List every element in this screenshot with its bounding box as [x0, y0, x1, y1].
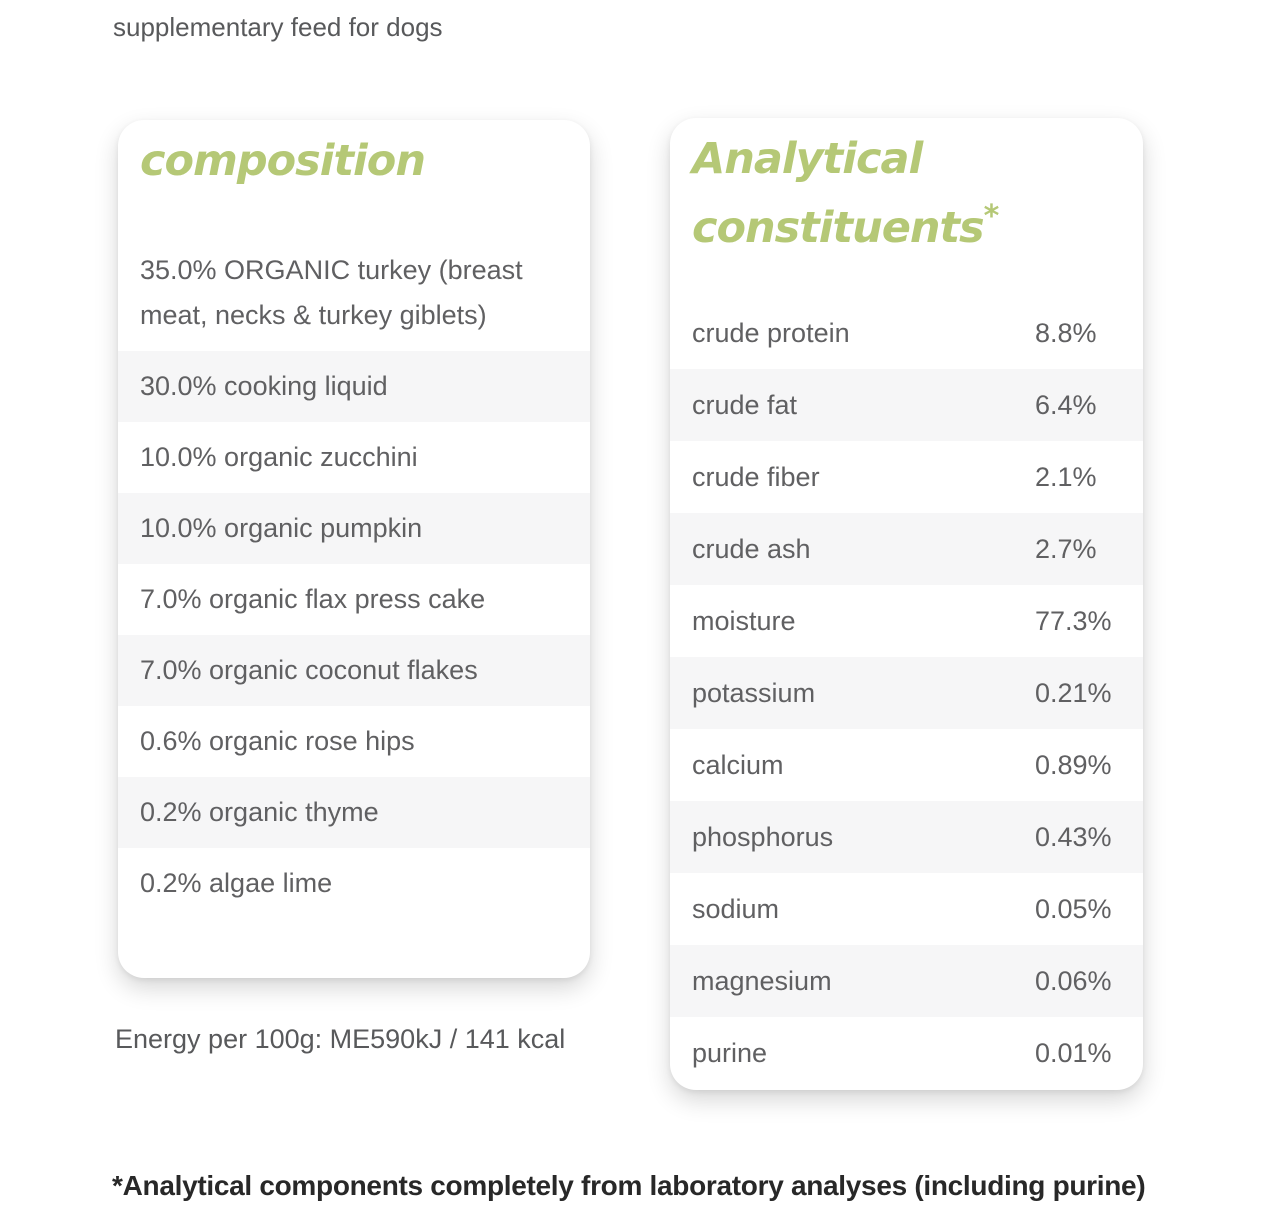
- analytical-label: crude fat: [692, 389, 798, 420]
- analytical-row: [670, 801, 1143, 873]
- analytical-label: purine: [692, 1037, 768, 1068]
- composition-item: 7.0% organic coconut flakes: [118, 635, 590, 706]
- analytical-row: [670, 297, 1143, 369]
- analytical-row: [670, 585, 1143, 657]
- analytical-value: 0.21%: [1035, 677, 1112, 708]
- analytical-value: 0.05%: [1035, 893, 1112, 924]
- analytical-value: 77.3%: [1035, 605, 1112, 636]
- analytical-value: 0.89%: [1035, 749, 1112, 780]
- analytical-label: crude protein: [692, 317, 850, 348]
- composition-item: 0.2% organic thyme: [118, 777, 590, 848]
- composition-item: 7.0% organic flax press cake: [140, 584, 486, 614]
- analytical-label: magnesium: [692, 965, 832, 996]
- analytical-title-text: Analytical constituents: [692, 134, 984, 253]
- analytical-label: crude fiber: [692, 461, 820, 492]
- composition-list: [118, 235, 590, 919]
- analytical-table: [670, 297, 1143, 1089]
- composition-title: composition: [140, 136, 425, 186]
- analytical-row: [670, 873, 1143, 945]
- analytical-row: [670, 1017, 1143, 1089]
- analytical-value: 6.4%: [1035, 389, 1097, 420]
- analytical-row: [670, 441, 1143, 513]
- analytical-row: [670, 513, 1143, 585]
- analytical-label: crude ash: [692, 533, 811, 564]
- analytical-label: moisture: [692, 605, 796, 636]
- analysis-footnote: *Analytical components completely from laboratory analyses (including purine): [112, 1170, 1146, 1201]
- analytical-value: 0.43%: [1035, 821, 1112, 852]
- analytical-row: [670, 729, 1143, 801]
- footnote-asterisk: *: [983, 199, 1000, 234]
- analytical-card: [670, 118, 1143, 1090]
- composition-item: 35.0% ORGANIC turkey (breast meat, necks & turkey giblets): [140, 255, 523, 330]
- energy-note: Energy per 100g: ME590kJ / 141 kcal: [115, 1024, 566, 1054]
- analytical-title: [692, 130, 1117, 257]
- analytical-label: sodium: [692, 893, 780, 924]
- analytical-label: potassium: [692, 677, 816, 708]
- composition-item: 0.6% organic rose hips: [140, 726, 415, 756]
- analytical-label: calcium: [692, 749, 784, 780]
- product-type-label: supplementary feed for dogs: [113, 12, 443, 42]
- analytical-value: 8.8%: [1035, 317, 1097, 348]
- composition-item: 0.2% algae lime: [140, 868, 333, 898]
- composition-card: [118, 120, 590, 978]
- analytical-row: [670, 945, 1143, 1017]
- analytical-row: [670, 369, 1143, 441]
- composition-item: 30.0% cooking liquid: [118, 351, 590, 422]
- composition-item: 10.0% organic zucchini: [140, 442, 418, 472]
- analytical-value: 2.7%: [1035, 533, 1097, 564]
- analytical-value: 0.01%: [1035, 1037, 1112, 1068]
- analytical-value: 2.1%: [1035, 461, 1097, 492]
- analytical-row: [670, 657, 1143, 729]
- analytical-label: phosphorus: [692, 821, 834, 852]
- analytical-value: 0.06%: [1035, 965, 1112, 996]
- composition-item: 10.0% organic pumpkin: [118, 493, 590, 564]
